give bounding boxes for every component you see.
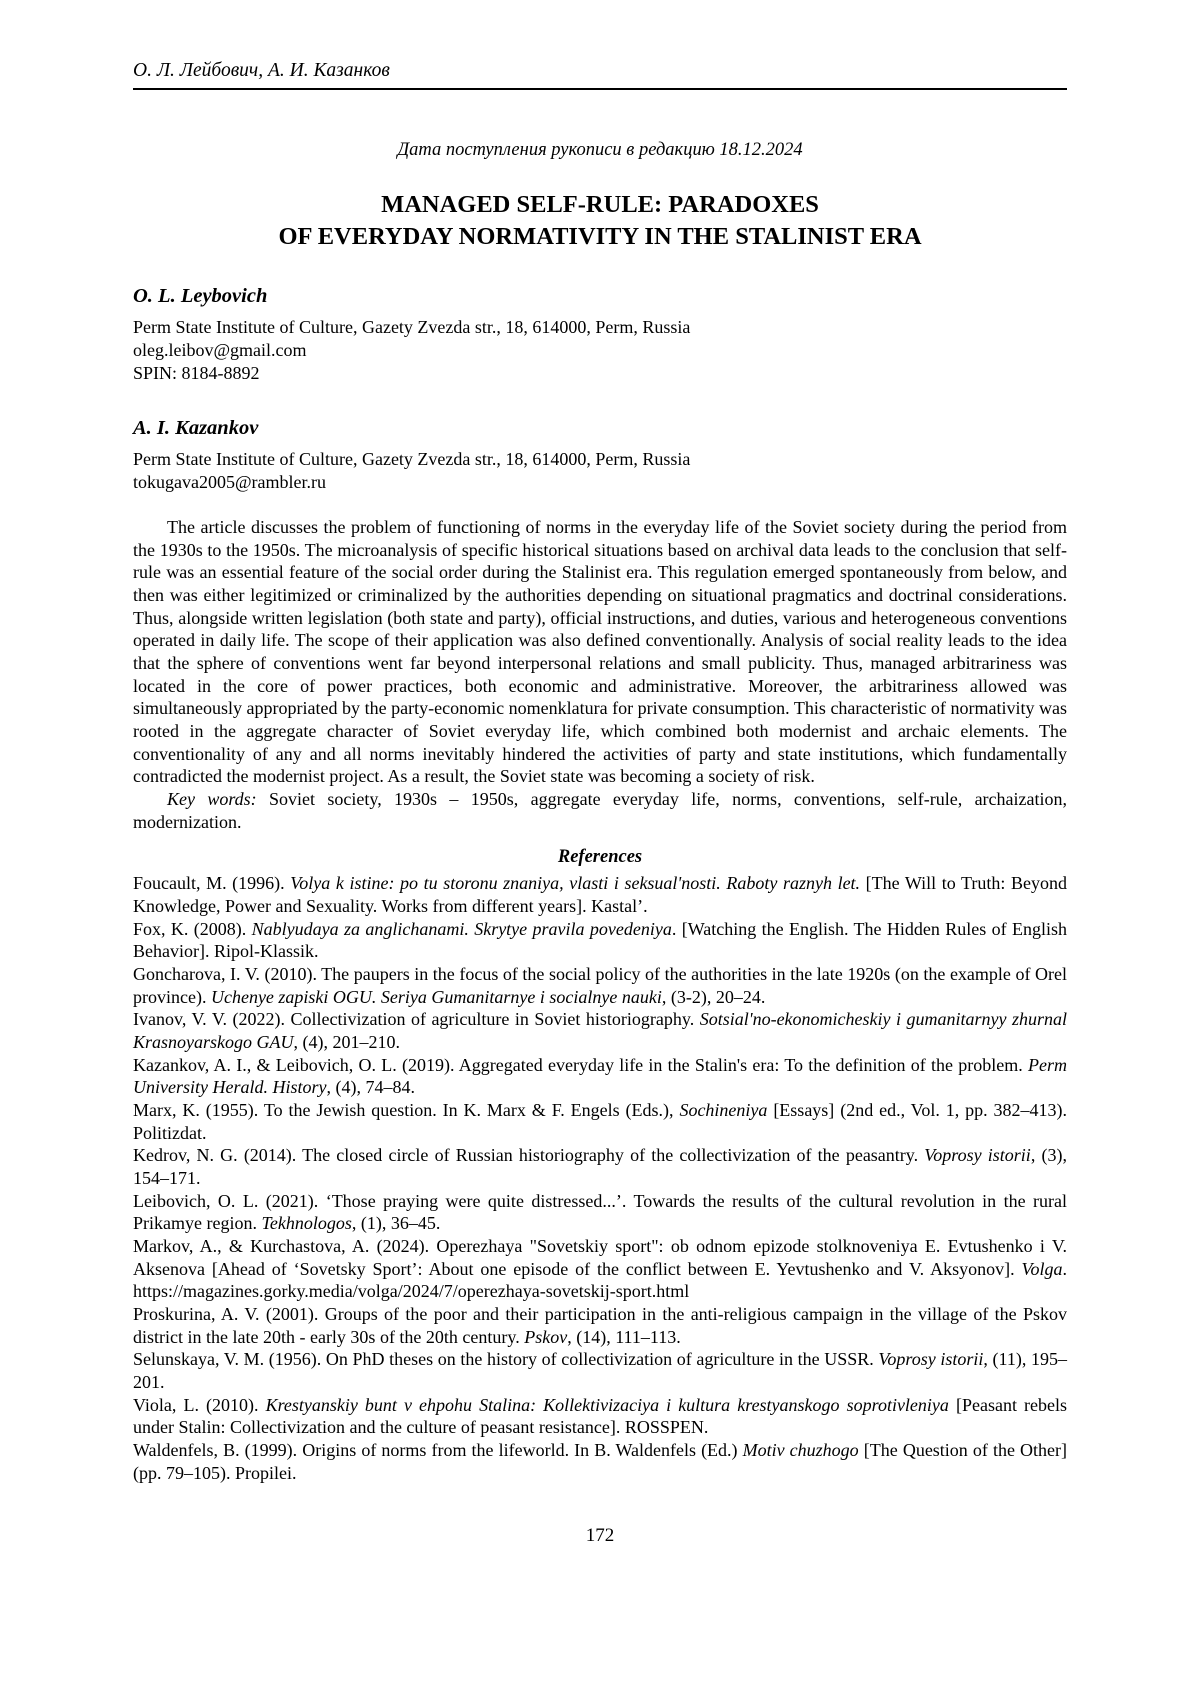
reference-text: Viola, L. (2010). <box>133 1394 266 1415</box>
author-email: oleg.leibov@gmail.com <box>133 339 307 360</box>
reference-source-title: Volga <box>1021 1258 1063 1279</box>
reference-item <box>133 918 1067 963</box>
received-date-line: Дата поступления рукописи в редакцию 18.12.2024 <box>397 140 803 160</box>
references-heading: References <box>557 847 643 868</box>
reference-item <box>133 1190 1067 1235</box>
article-title <box>133 189 1067 253</box>
reference-item <box>133 1394 1067 1439</box>
reference-source-title: Voprosy istorii <box>878 1349 984 1370</box>
reference-source-title: Sochineniya <box>679 1099 768 1120</box>
reference-text: Marx, K. (1955). To the Jewish question. In K. Marx & F. Engels (Eds.), <box>133 1099 680 1120</box>
reference-item <box>133 1054 1067 1099</box>
reference-item <box>133 872 1067 917</box>
author-affiliation: Perm State Institute of Culture, Gazety Zvezda str., 18, 614000, Perm, Russia <box>133 316 691 337</box>
reference-text: [The Question of the Other] (pp. 79–105). Propilei. <box>133 1440 1068 1483</box>
page-number: 172 <box>585 1525 615 1546</box>
article-title-line-1: MANAGED SELF-RULE: PARADOXES <box>381 191 819 218</box>
reference-text: , (11), 195–201. <box>133 1349 1067 1393</box>
running-head: О. Л. Лейбович, А. И. Казанков <box>133 60 1067 90</box>
reference-text: . [Watching the English. The Hidden Rules of English Behavior]. Ripol-Klassik. <box>133 918 1067 962</box>
reference-text: Foucault, M. (1996). <box>133 873 291 894</box>
reference-text: , (3-2), 20–24. <box>661 986 766 1007</box>
reference-item <box>133 1235 1067 1303</box>
keywords-label: Key words: <box>167 788 257 809</box>
reference-text: Kedrov, N. G. (2014). The closed circle of Russian historiography of the collectivization of the peasantry. <box>133 1145 925 1166</box>
reference-source-title: Nablyudaya za anglichanami. Skrytye pravila povedeniya <box>251 918 672 939</box>
reference-item <box>133 1439 1067 1484</box>
reference-text: Markov, A., & Kurchastova, A. (2024). Operezhaya "Sovetskiy sport": ob odnom epizode stolknoveniya E. Evtushenko i V. Aksenova [Ahead of ‘Sovetsky Sport’: About one episode of the conflict between E. Yevtushenko and V. Aksyonov]. <box>133 1236 1067 1279</box>
reference-source-title: Pskov <box>524 1326 568 1347</box>
reference-item <box>133 1348 1067 1393</box>
author-name: A. I. Kazankov <box>133 416 259 439</box>
reference-source-title: Voprosy istorii <box>924 1145 1031 1166</box>
keywords-text: Soviet society, 1930s – 1950s, aggregate everyday life, norms, conventions, self-rule, archaization, modernization. <box>133 788 1068 832</box>
keywords-paragraph <box>133 788 1067 833</box>
reference-text: , (14), 111–113. <box>567 1326 681 1347</box>
reference-text: Ivanov, V. V. (2022). Collectivization of agriculture in Soviet historiography. <box>133 1009 700 1030</box>
reference-text: [Peasant rebels under Stalin: Collectivization and the culture of peasant resistance]. ROSSPEN. <box>133 1394 1067 1438</box>
author-block-2 <box>133 417 1067 494</box>
reference-text: Kazankov, A. I., & Leibovich, O. L. (2019). Aggregated everyday life in the Stalin's era: To the definition of the problem. <box>133 1054 1028 1075</box>
reference-source-title: Krestyanskiy bunt v ehpohu Stalina: Kollektivizaciya i kultura krestyanskogo soprotivleniya <box>265 1394 949 1415</box>
reference-item <box>133 1099 1067 1144</box>
reference-item <box>133 963 1067 1008</box>
reference-source-title: Perm University Herald. History <box>133 1054 1067 1098</box>
reference-text: Fox, K. (2008). <box>133 918 252 939</box>
reference-text: . https://magazines.gorky.media/volga/2024/7/operezhaya-sovetskij-sport.html <box>133 1258 1067 1302</box>
reference-text: , (4), 74–84. <box>326 1077 415 1098</box>
reference-source-title: Sotsial'no-ekonomicheskiy i gumanitarnyy zhurnal Krasnoyarskogo GAU <box>133 1009 1067 1052</box>
reference-source-title: Motiv chuzhogo <box>742 1440 859 1461</box>
reference-item <box>133 1008 1067 1053</box>
reference-item <box>133 1144 1067 1189</box>
author-affiliation: Perm State Institute of Culture, Gazety Zvezda str., 18, 614000, Perm, Russia <box>133 448 691 469</box>
reference-text: Goncharova, I. V. (2010). The paupers in the focus of the social policy of the authorities in the late 1920s (on the example of Orel province). <box>133 963 1067 1007</box>
author-block-1 <box>133 285 1067 385</box>
reference-text: Leibovich, O. L. (2021). ‘Those praying were quite distressed...’. Towards the results of the cultural revolution in the rural Prikamye region. <box>133 1190 1067 1234</box>
author-spin: SPIN: 8184-8892 <box>133 362 260 383</box>
reference-text: [The Will to Truth: Beyond Knowledge, Power and Sexuality. Works from different years]. Kastal’. <box>133 873 1067 916</box>
author-email: tokugava2005@rambler.ru <box>133 471 327 492</box>
author-name: O. L. Leybovich <box>133 284 268 307</box>
reference-text: , (3), 154–171. <box>133 1145 1067 1188</box>
reference-source-title: Uchenye zapiski OGU. Seriya Gumanitarnye i socialnye nauki <box>210 986 662 1007</box>
abstract-paragraph: The article discusses the problem of functioning of norms in the everyday life of the Soviet society during the period from the 1930s to the 1950s. The microanalysis of specific historical situations based on archival data leads to the conclusion that self-rule was an essential feature of the social order during the Stalinist era. This regulation emerged spontaneously from below, and then was either legitimized or criminalized by the authorities depending on situational pragmatics and doctrinal considerations. Thus, alongside written legislation (both state and party), official instructions, and duties, various and heterogeneous conventions operated in daily life. The scope of their application was also defined conventionally. Analysis of social reality leads to the idea that the sphere of conventions went far beyond interpersonal relations and small publicity. Thus, managed arbitrariness was located in the core of power practices, both economic and administrative. Moreover, the arbitrariness allowed was simultaneously appropriated by the party-economic nomenklatura for private consumption. This characteristic of normativity was rooted in the aggregate character of Soviet everyday life, which combined both modernist and archaic elements. The conventionality of any and all norms inevitably hindered the activities of party and state institutions, which fundamentally contradicted the modernist project. As a result, the Soviet state was becoming a society of risk. <box>133 516 1067 787</box>
reference-item <box>133 1303 1067 1348</box>
reference-source-title: Tekhnologos <box>261 1213 352 1234</box>
article-title-line-2: OF EVERYDAY NORMATIVITY IN THE STALINIST ERA <box>278 222 922 250</box>
reference-text: , (4), 201–210. <box>293 1031 400 1052</box>
reference-text: Proskurina, A. V. (2001). Groups of the poor and their participation in the anti-religious campaign in the village of the Pskov district in the late 20th - early 30s of the 20th century. <box>133 1304 1067 1347</box>
reference-text: Selunskaya, V. M. (1956). On PhD theses on the history of collectivization of agriculture in the USSR. <box>133 1349 879 1370</box>
reference-text: [Essays] (2nd ed., Vol. 1, pp. 382–413). Politizdat. <box>133 1099 1068 1143</box>
reference-text: Waldenfels, B. (1999). Origins of norms from the lifeworld. In B. Waldenfels (Ed.) <box>133 1440 743 1461</box>
references-list <box>133 872 1067 1484</box>
reference-text: , (1), 36–45. <box>351 1213 441 1234</box>
reference-source-title: Volya k istine: po tu storonu znaniya, vlasti i seksual'nosti. Raboty raznyh let. <box>290 873 861 894</box>
